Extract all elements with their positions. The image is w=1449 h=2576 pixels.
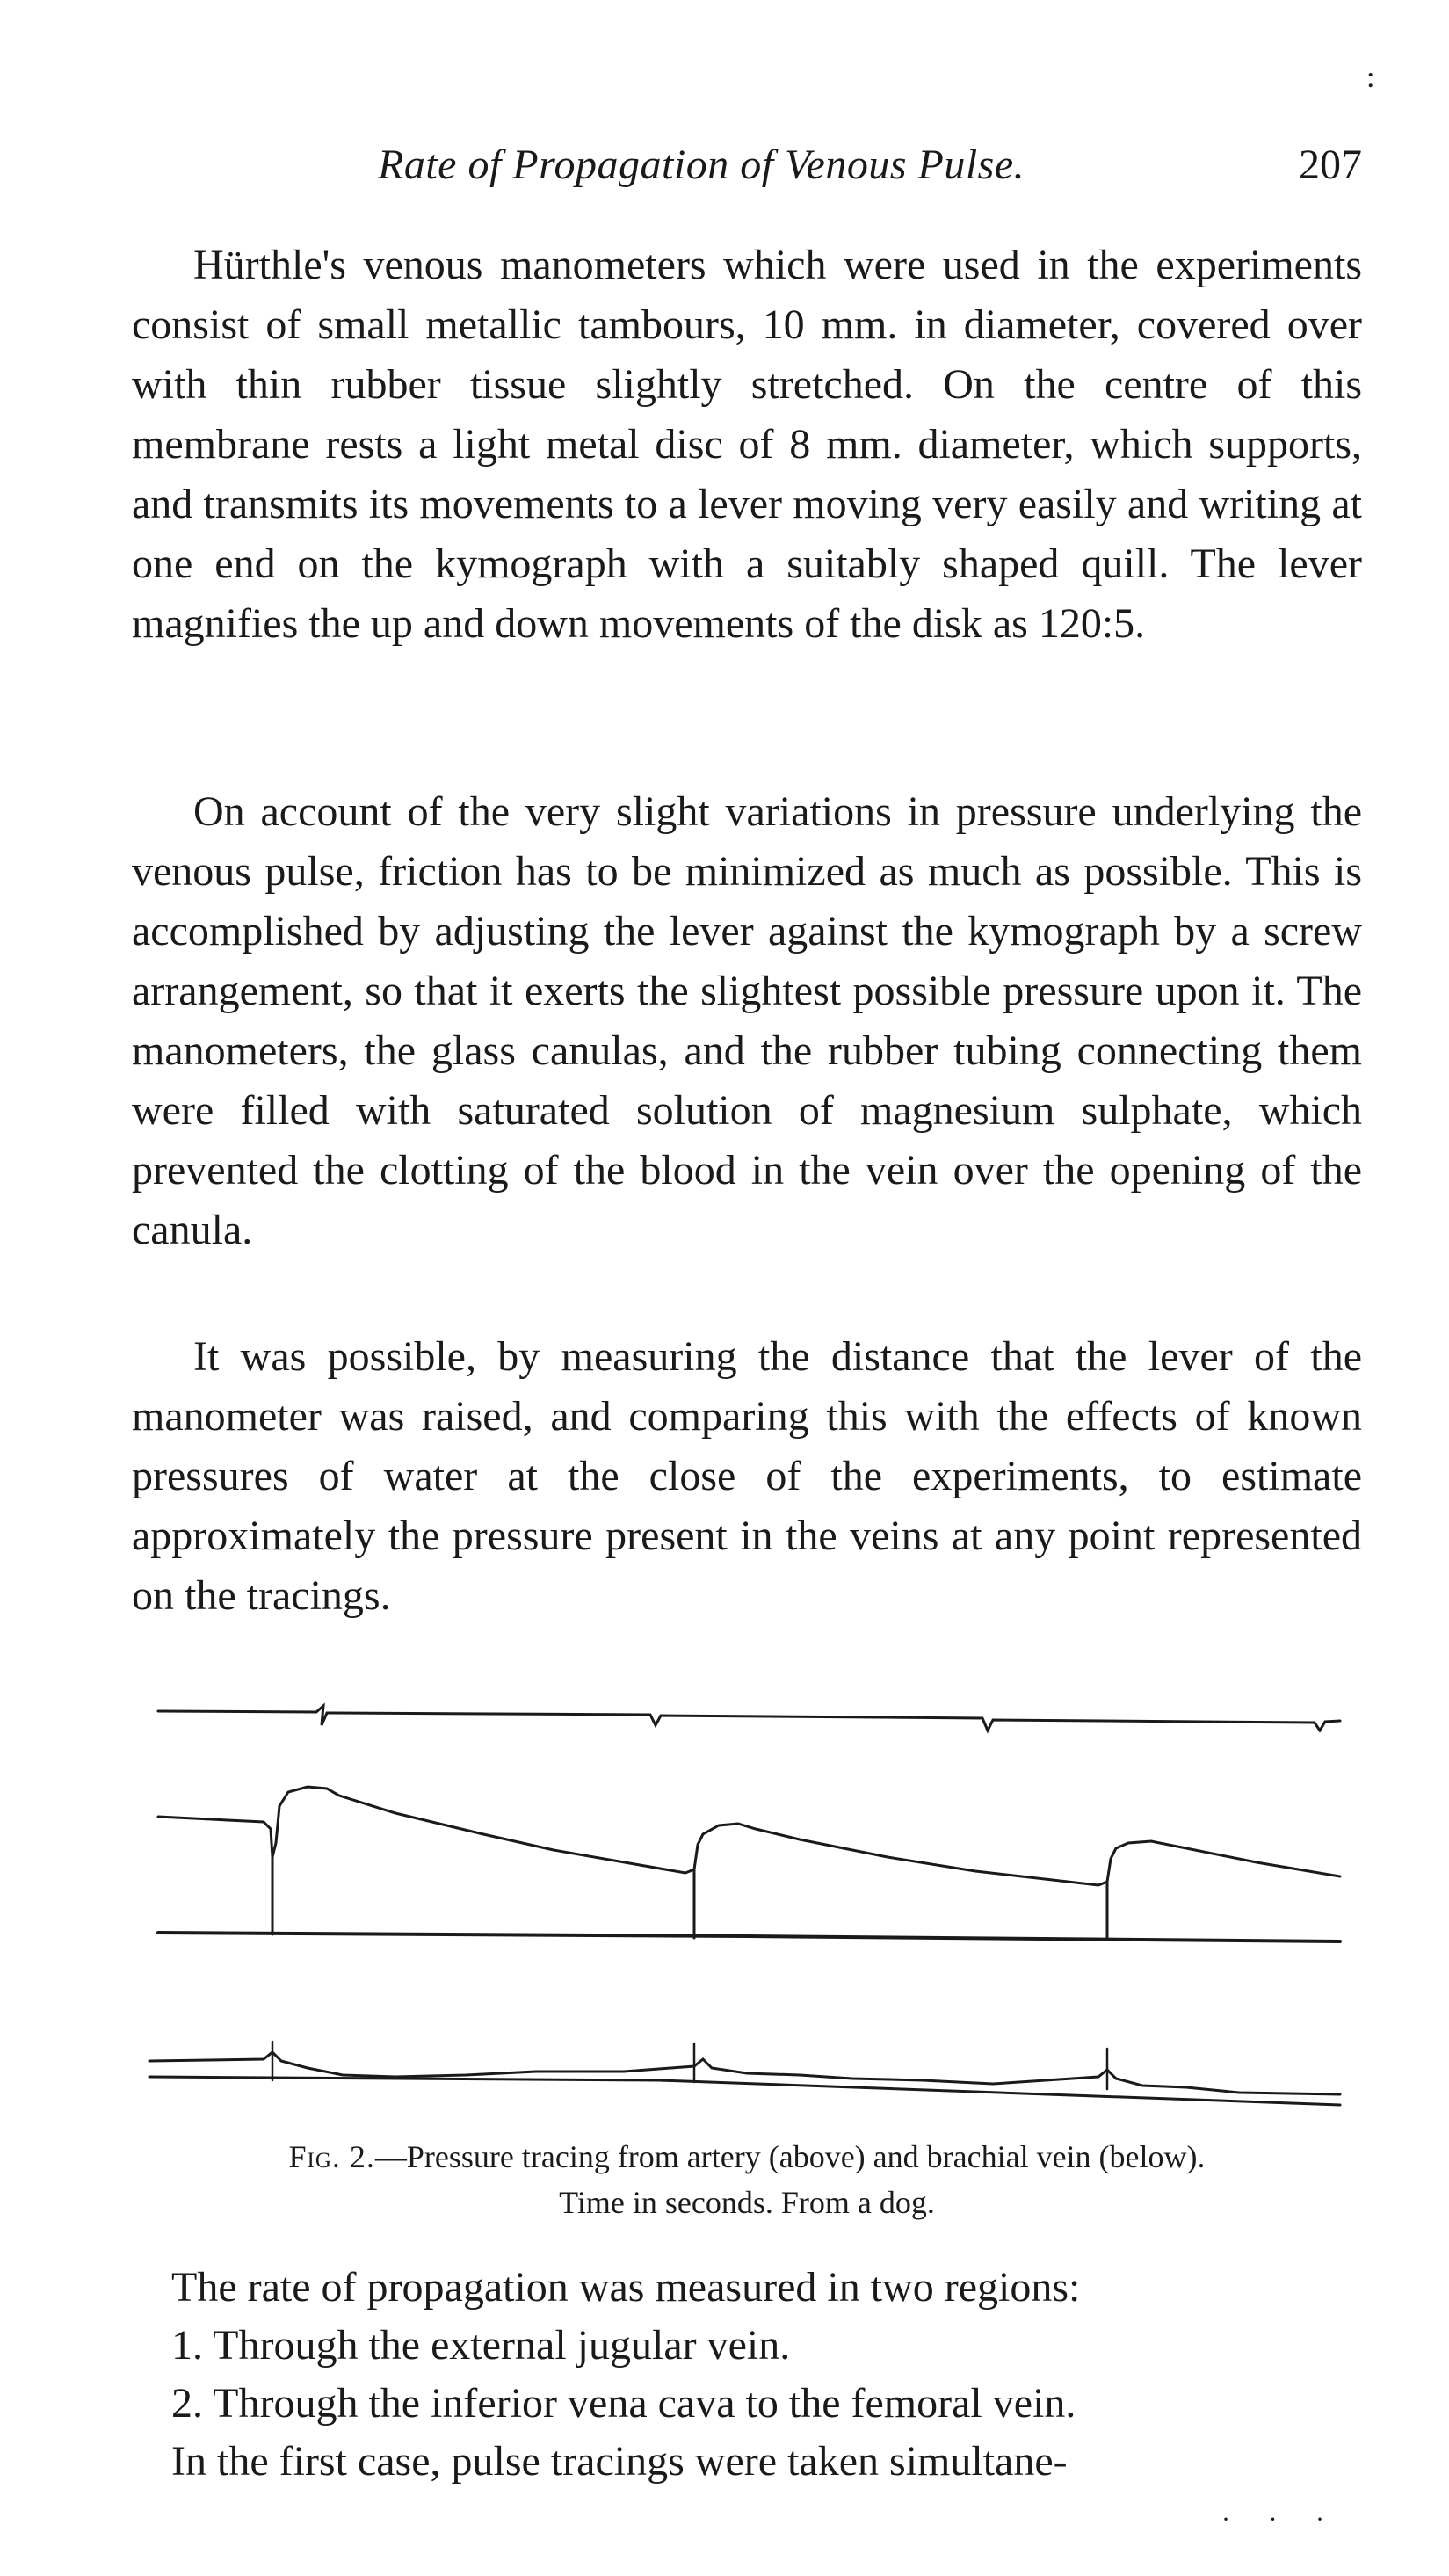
paragraph-pressure-estimate: It was possible, by measuring the distance that the lever of the manometer was raised, and comparing this with the effects of known pressures of water at the close of the experiments, to estimate approximately the pressure present in the veins at any point represented on the tracings. bbox=[132, 1333, 1362, 1619]
paragraph-friction: On account of the very slight variations in pressure underlying the venous pulse, friction has to be minimized as much as possible. This is accomplished by adjusting the lever against the kymograph by a screw arrangement, so that it exerts the slightest possible pressure upon it. The manometers, the glass canulas, and the rubber tubing connecting them were filled with saturated solution of magnesium sulphate, which prevented the clotting of the blood in the vein over the opening of the canula. bbox=[132, 788, 1362, 1253]
figure-pressure-tracing bbox=[132, 1674, 1362, 2131]
venous-pulse-curve bbox=[149, 2052, 1340, 2094]
running-title: Rate of Propagation of Venous Pulse. bbox=[378, 141, 1025, 188]
figure-caption-label: Fig. 2. bbox=[288, 2139, 375, 2174]
page-number: 207 bbox=[1299, 141, 1362, 188]
paragraph-propagation-regions bbox=[171, 2259, 1358, 2491]
continuation-line: In the first case, pulse tracings were taken simultane- bbox=[171, 2438, 1068, 2485]
region-item-jugular: 1. Through the external jugular vein. bbox=[171, 2322, 791, 2369]
arterial-baseline bbox=[158, 1933, 1340, 1941]
figure-caption-line1: —Pressure tracing from artery (above) and brachial vein (below). bbox=[374, 2139, 1206, 2174]
page-bottom-dots: · · · bbox=[1221, 2505, 1340, 2534]
tracing-illustration bbox=[132, 1674, 1362, 2131]
venous-baseline bbox=[149, 2077, 1340, 2105]
running-head bbox=[132, 141, 1362, 202]
paragraph-manometers: Hürthle's venous manometers which were used in the experiments consist of small metallic tambours, 10 mm. in diameter, covered over with thin rubber tissue slightly stretched. On the centre of this membrane rests a light metal disc of 8 mm. diameter, which supports, and transmits its movements to a lever moving very easily and writing at one end on the kymograph with a suitably shaped quill. The lever magnifies the up and down movements of the disk as 120:5. bbox=[132, 242, 1362, 647]
regions-intro: The rate of propagation was measured in two regions: bbox=[171, 2264, 1081, 2311]
figure-caption-line2: Time in seconds. From a dog. bbox=[559, 2185, 935, 2220]
time-marker-line bbox=[158, 1706, 1340, 1731]
region-item-vena-cava: 2. Through the inferior vena cava to the femoral vein. bbox=[171, 2380, 1076, 2427]
figure-caption bbox=[123, 2134, 1371, 2225]
arterial-pressure-curve bbox=[158, 1787, 1340, 1885]
margin-mark: : bbox=[1366, 62, 1375, 94]
